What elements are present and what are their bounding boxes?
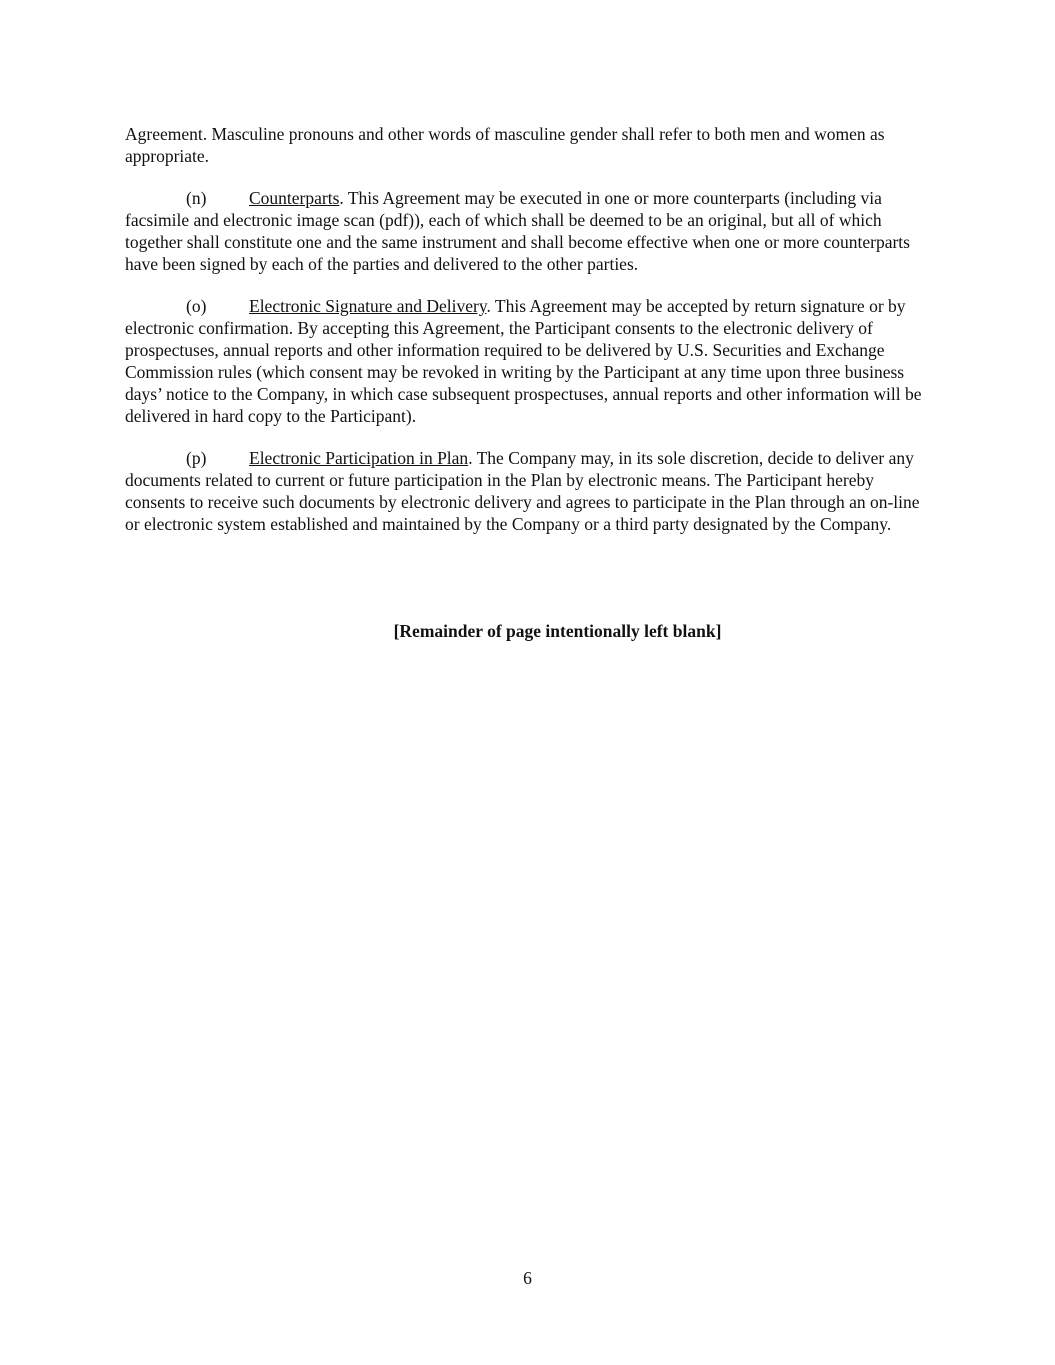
section-p-body: . The Company may, in its sole discretion, decide to deliver any documents related to current or future participation in the Plan by electronic means. The Participant hereby consents to receive such documents by electronic delivery and agrees to participate in the Plan through an on-line or electronic system established and maintained by the Company or a third party designated by the Company. [125, 448, 920, 534]
section-n-label: (n) [186, 188, 207, 208]
page-number: 6 [523, 1268, 532, 1288]
section-o-label: (o) [186, 296, 207, 316]
section-n-heading: Counterparts [249, 188, 340, 208]
section-n-paragraph [125, 187, 930, 275]
intro-paragraph: Agreement. Masculine pronouns and other words of masculine gender shall refer to both men and women as appropriate. [125, 124, 885, 166]
document-body [125, 123, 930, 555]
section-p-heading: Electronic Participation in Plan [249, 448, 469, 468]
section-p-paragraph [125, 447, 930, 535]
section-o-paragraph [125, 295, 930, 427]
section-o-heading: Electronic Signature and Delivery [249, 296, 487, 316]
remainder-note [0, 620, 1055, 642]
section-p-label: (p) [186, 448, 207, 468]
remainder-note-text: [Remainder of page intentionally left blank] [393, 621, 722, 641]
section-n-body: . This Agreement may be executed in one or more counterparts (including via facsimile and electronic image scan (pdf)), each of which shall be deemed to be an original, but all of which together shall constitute one and the same instrument and shall become effective when one or more counterparts have been signed by each of the parties and delivered to the other parties. [125, 188, 910, 274]
section-o-body: . This Agreement may be accepted by return signature or by electronic confirmation. By accepting this Agreement, the Participant consents to the electronic delivery of prospectuses, annual reports and other information required to be delivered by U.S. Securities and Exchange Commission rules (which consent may be revoked in writing by the Participant at any time upon three business days’ notice to the Company, in which case subsequent prospectuses, annual reports and other information will be delivered in hard copy to the Participant). [125, 296, 922, 426]
